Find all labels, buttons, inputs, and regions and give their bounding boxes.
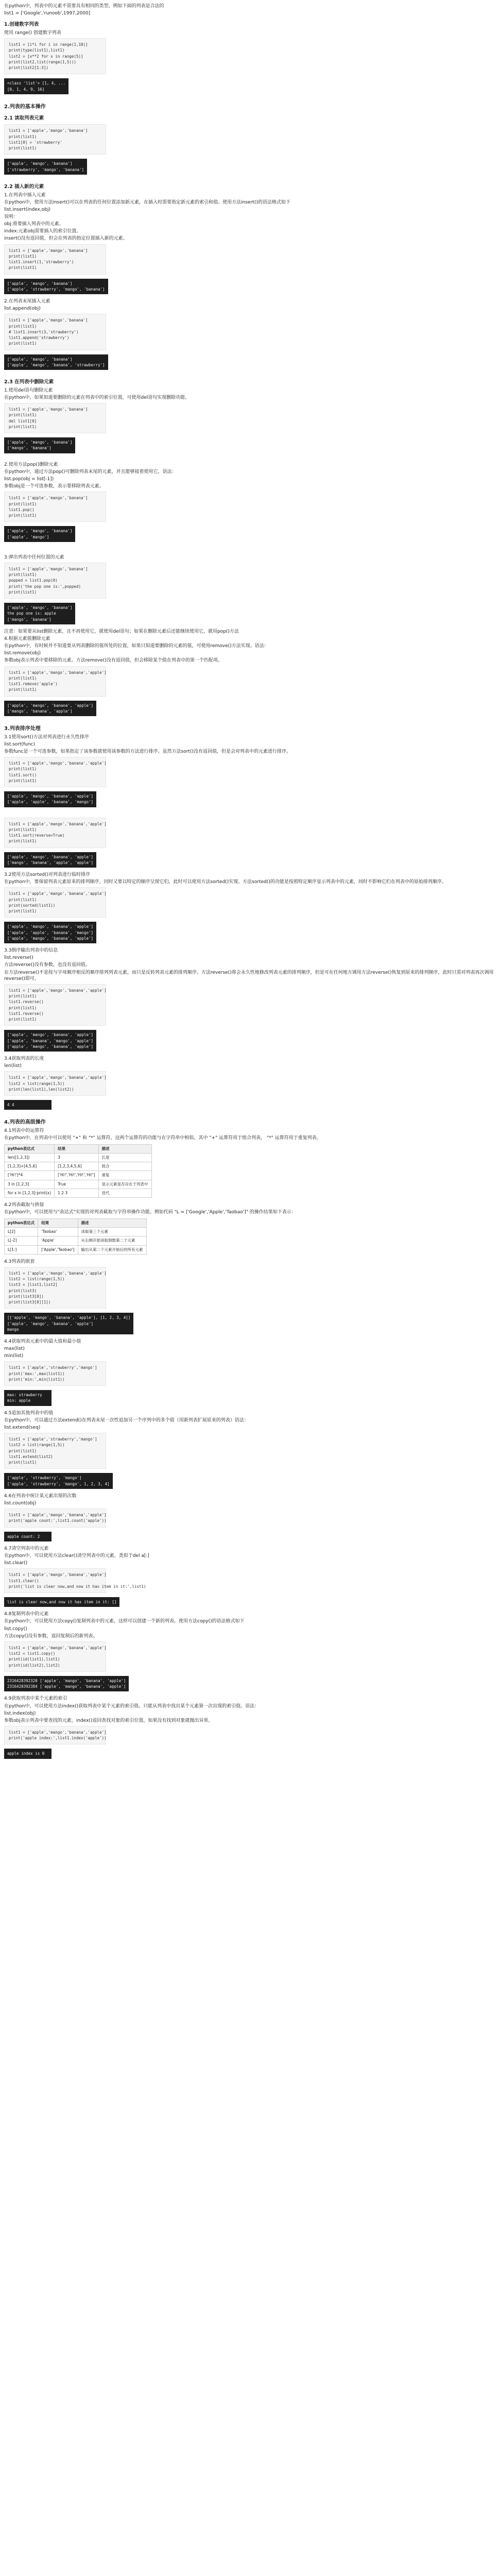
code-line: apple index is 0 [7, 1751, 45, 1756]
code-line: ['apple', 'mango', 'banana', 'apple'] [7, 1044, 94, 1049]
intro-line: 在python中，列表中的元素不需要具有相同的类型，例如下面的列表是合法的 [4, 4, 164, 9]
code-line: list1 = ['apple','mango','banana','apple'] [9, 821, 107, 826]
table-cell: 迭代 [98, 1189, 151, 1197]
code-line: list1 = ['apple','strawberry','mango'] [9, 1365, 97, 1370]
paragraph: list.reverse() [4, 955, 33, 961]
code-line: ['apple', 'strawberry', 'mango'] [7, 1476, 82, 1481]
paragraph: 4.9获取列表中某个元素的索引 [4, 1696, 67, 1702]
output-block [4, 1749, 51, 1758]
code-line: print('min:',min(list1)) [9, 1377, 65, 1382]
output-block [4, 701, 96, 717]
table-header-cell: 描述 [78, 1219, 146, 1228]
code-line: print(sorted(list1)) [9, 903, 56, 908]
table-cell: 重复 [98, 1171, 151, 1180]
code-line: print(list1) [9, 897, 37, 902]
table-cell: 输出从第二个元素开始后的所有元素 [78, 1245, 146, 1254]
code-line: ['apple', 'mango', 'banana', 'apple'] [7, 794, 94, 799]
code-line: # list1.insert(3,'strawberry') [9, 329, 79, 334]
paragraph: list.extend(seq) [4, 1425, 41, 1430]
code-line: list2 = list1.copy() [9, 1651, 56, 1656]
table-row [5, 1154, 152, 1162]
code-line: list1.sort(reverse=True) [9, 833, 65, 838]
table-row [5, 1189, 152, 1197]
paragraph: list.count(obj) [4, 1501, 37, 1506]
code-line: 2316428392384 ['apple', 'mango', 'banana', 'apple'] [7, 1684, 126, 1689]
code-block [4, 818, 106, 848]
code-block [4, 757, 106, 787]
code-line: print(list3) [9, 1288, 37, 1293]
table-cell: 3 [55, 1154, 98, 1162]
code-line: min: apple [7, 1398, 31, 1403]
table-cell: ['Hi!']*4 [5, 1171, 55, 1180]
code-line: <class 'list'> [1, 4, ... [7, 81, 65, 86]
code-line: list is clear now,and now it has item in it: [] [7, 1600, 117, 1605]
code-line: print(list2,list(range(1,5))) [9, 59, 76, 64]
paragraph: 方法copy()没有参数，返回复制后的新列表。 [4, 1633, 98, 1639]
code-line: print(list1) [9, 687, 37, 692]
paragraph: 在python中，可以使用方法clear()清空列表中的元素，类似于del a[:] [4, 1553, 149, 1559]
code-line: list1[0] = 'strawberry' [9, 140, 62, 145]
code-line: list3 = [list1,list2] [9, 1282, 58, 1287]
output-block [4, 603, 75, 624]
paragraph: len(list) [4, 1063, 22, 1069]
paragraph: list.append(obj) [4, 306, 41, 312]
table-row [5, 1236, 147, 1245]
code-line: list2 = list(range(1,5)) [9, 1443, 65, 1448]
table-header-cell: python表达式 [5, 1219, 38, 1228]
paragraph: 参数obj表示列表中要移除的元素。方法remove()没有返回值，但会移除某个值在列表中的第一个匹配项。 [4, 658, 222, 664]
table-cell: L[1:] [5, 1245, 38, 1254]
paragraph: insert()没有返回值，但会在列表的指定位置插入新的元素。 [4, 236, 128, 242]
output-block [4, 1100, 51, 1110]
paragraph: 参数obj表示列表中要查找的元素，index()返回查找对象的索引位置，如果没有找到对象就抛出异常。 [4, 1718, 213, 1723]
output-block [4, 1473, 113, 1489]
code-line: print(type(list1),list1) [9, 48, 65, 53]
paragraph: 4.3列表的嵌套 [4, 1259, 35, 1264]
code-line: list1 = ['apple','strawberry','mango'] [9, 1437, 97, 1442]
output-block [4, 354, 108, 370]
output-block [4, 1676, 129, 1692]
code-line: 2316428392320 ['apple', 'mango', 'banana', 'apple'] [7, 1678, 126, 1683]
paragraph: max(list) [4, 1346, 25, 1352]
paragraph: 1.使用del语句删除元素 [4, 387, 53, 393]
code-line: print(list2[1:3]) [9, 65, 48, 71]
paragraph: 在python中，有时候并不知道要从列表删除的值所处的位置，如果只知道要删除的元素的值，可使用remove()方法实现。语法： [4, 643, 269, 649]
table-header-row [5, 1145, 152, 1154]
paragraph: list.remove(obj) [4, 651, 41, 656]
code-block [4, 492, 106, 522]
output-block [4, 1597, 119, 1607]
code-block [4, 1361, 106, 1386]
paragraph: 说明： [4, 214, 19, 220]
code-line: list1 = [i*i for i in range(1,10)] [9, 42, 88, 47]
paragraph: 注意：如果要从list删除元素，且不再使用它，就使用del语句；如果在删除元素后还能继续使用它，就用pop()方法 [4, 629, 239, 634]
table-header-cell: 描述 [98, 1145, 151, 1154]
code-line: print(list3[0][1]) [9, 1300, 51, 1305]
code-line: ['apple', 'mango', 'banana'] [7, 161, 73, 166]
code-line: print(list1) [9, 839, 37, 844]
code-line: list2 = list(range(1,5)) [9, 1081, 65, 1086]
code-line: list1 = ['apple','mango','banana','apple'] [9, 988, 107, 993]
section-title: 4.列表的高级操作 [4, 1120, 46, 1126]
output-block [4, 1390, 51, 1406]
code-line: print(list1) [9, 1005, 37, 1010]
code-line: list1 = ['apple','mango','banana'] [9, 128, 88, 133]
code-line: print(list1) [9, 1460, 37, 1465]
code-line: print(list1) [9, 1448, 37, 1453]
table-cell: 'Apple' [38, 1236, 78, 1245]
table-cell: 3 in [1,2,3] [5, 1180, 55, 1189]
code-block [4, 1568, 146, 1593]
code-block [4, 887, 106, 918]
code-line: print('apple count:',list1.count('apple')) [9, 1518, 107, 1523]
operator-table [4, 1144, 152, 1198]
paragraph: 在python中，可以通过方法extend()在列表末尾一次性追加另一个序列中的多个值（用新列表扩展原来的列表）语法： [4, 1417, 249, 1423]
code-line: print('max:',max(list1)) [9, 1371, 65, 1376]
code-line: print(list1) [9, 324, 37, 329]
paragraph: 4.2列表截取与拼接 [4, 1202, 44, 1208]
code-line: print(list1) [9, 572, 37, 578]
paragraph: 2.在列表末尾插入元素 [4, 299, 50, 304]
table-header-cell: python表达式 [5, 1145, 55, 1154]
paragraph: obj:将要插入列表中的元素。 [4, 222, 64, 227]
table-row [5, 1171, 152, 1180]
code-line: list1 = ['apple','mango','banana','apple'] [9, 1075, 107, 1080]
code-line: print(list1) [9, 827, 37, 832]
table-row [5, 1228, 147, 1236]
table-cell: L[2] [5, 1228, 38, 1236]
code-line: print('the pop one is:',popped) [9, 584, 81, 589]
code-block [4, 1509, 106, 1528]
code-line: ['apple', 'mango', 'banana'] [7, 281, 73, 286]
code-line: ['apple', 'mango', 'banana', 'apple'] [7, 703, 94, 708]
code-line: list1 = ['apple','mango','banana','apple'] [9, 891, 107, 896]
output-block [4, 159, 87, 175]
code-line: ['apple', 'banana', 'mango', 'apple'] [7, 1038, 94, 1043]
paragraph: 在python中，使用方法insert()可以在列表的任何位置添加新元素，在插入时需要指定新元素的索引和值。使用方法insert()的语法格式如下 [4, 199, 290, 205]
paragraph: 3.1使用sort()方法对列表进行永久性排序 [4, 734, 89, 740]
subsection-title: 2.2 插入新的元素 [4, 183, 44, 190]
code-line: print(list1) [9, 675, 37, 681]
paragraph: 使用 range() 创建数字列表 [4, 30, 61, 36]
paragraph: list.sort(func) [4, 741, 36, 747]
code-line: ['apple', 'mango', 'banana'] [7, 605, 73, 611]
code-line: list1.sort() [9, 772, 37, 777]
code-line: ['apple', 'apple', 'banana', 'mango'] [7, 800, 94, 805]
code-block [4, 984, 106, 1026]
table-cell: ['Hi!','Hi!','Hi!','Hi!'] [55, 1171, 98, 1180]
code-line: ['apple', 'mango'] [7, 534, 49, 539]
paragraph: 方法reverse()没有参数，也没有返回值。 [4, 962, 90, 968]
output-block [4, 279, 108, 295]
slice-table [4, 1218, 147, 1255]
code-line: ['mango', 'banana'] [7, 446, 51, 451]
code-line: ['apple', 'mango', 'banana', 'apple'] [7, 1321, 94, 1326]
table-header-row [5, 1219, 147, 1228]
paragraph: list.pop(obj = list[-1]) [4, 477, 54, 482]
code-line: print(len(list1),len(list2)) [9, 1087, 74, 1092]
paragraph: 4.8复制列表中的元素 [4, 1612, 49, 1617]
code-block [4, 1433, 106, 1469]
paragraph: 在python中，要保留列表元素原来的排列顺序，同时又要以特定的顺序呈现它们，此时可以使用方法sorted()实现。方法sorted()的功能是按照特定顺序显示列表中的元素，同时不影响它们在列表中的原始排列顺序。 [4, 879, 446, 885]
code-line: ['apple', 'apple', 'banana', 'mango'] [7, 930, 94, 935]
code-line: print('list is clear now,and now it has item in it:',list1) [9, 1584, 146, 1589]
code-line: list1.clear() [9, 1578, 39, 1583]
code-line: print(list1) [9, 265, 37, 270]
table-row [5, 1180, 152, 1189]
paragraph: 4.7清空列表中的元素 [4, 1546, 49, 1551]
paragraph: 在python中，可以使用方法index()获取列表中某个元素的索引值。只能从列表中找出某个元素第一次出现的索引值。语法： [4, 1703, 260, 1709]
code-line: del list1[0] [9, 418, 37, 423]
code-line: list1 = ['apple','mango','banana','apple'] [9, 670, 107, 675]
table-cell: L[-2] [5, 1236, 38, 1245]
code-line: print(list1) [9, 589, 37, 595]
output-block [4, 1313, 133, 1334]
code-line: list1 = ['apple','mango','banana'] [9, 407, 88, 412]
code-block [4, 403, 106, 433]
code-block [4, 38, 106, 74]
table-cell: for x in [1,2,3]:print(x) [5, 1189, 55, 1197]
code-block [4, 1267, 106, 1309]
code-line: ['apple', 'mango', 'banana', 'apple'] [7, 1032, 94, 1038]
code-line: list1 = ['apple','mango','banana'] [9, 248, 88, 253]
code-line: the pop one is: apple [7, 611, 56, 616]
paragraph: 4.6在列表中统计某元素出现的次数 [4, 1493, 77, 1499]
code-line: ['apple', 'mango', 'banana', 'apple'] [7, 936, 94, 941]
code-line: list2 = [x**2 for x in range(5)] [9, 54, 83, 59]
output-block [4, 1030, 96, 1052]
table-cell: 长度 [98, 1154, 151, 1162]
code-line: list1.insert(1,'strawberry') [9, 260, 74, 265]
table-header-cell: 结果 [55, 1145, 98, 1154]
code-line: ['mango', 'banana', 'apple'] [7, 708, 73, 714]
code-line: list1.remove('apple') [9, 682, 58, 687]
paragraph: 在python中，可以使用与"表达式"实现的对列表截取与字符串操作功能。例如代码 "L = ['Google','Apple','Taobao']" 的操作结果如下表示： [4, 1209, 296, 1215]
code-line: print(list1) [9, 778, 37, 783]
code-line: list1 = ['apple','mango','banana'] [9, 318, 88, 323]
code-line: print('apple index:',list1.index('apple')) [9, 1736, 107, 1741]
paragraph: 4.4获取列表元素中的最大值和最小值 [4, 1339, 81, 1345]
table-cell: 显示元素是否存在于列表中 [98, 1180, 151, 1189]
code-line: print(list1) [9, 501, 37, 506]
code-block [4, 124, 106, 155]
code-block [4, 563, 106, 599]
code-line: list1 = ['apple','mango','banana'] [9, 566, 88, 571]
paragraph: 在python中，如果知道要删除的元素在列表中的索引位置，可使用del语句实现删除功能。 [4, 395, 190, 401]
code-block [4, 1071, 106, 1096]
code-line: print(list1) [9, 513, 37, 518]
output-block [4, 791, 96, 807]
paragraph: 参数obj是一个可选参数，表示要移除列表元素。 [4, 484, 104, 489]
output-block [4, 922, 96, 943]
code-line: list2 = list(range(1,5)) [9, 1277, 65, 1282]
paragraph: 在python中，通过方法pop()可删除列表末尾的元素，并且能够接着使用它，语法： [4, 469, 177, 474]
table-cell: 读取第三个元素 [78, 1228, 146, 1236]
code-line: list1 = ['apple','mango','banana','apple'] [9, 1645, 107, 1650]
code-line: ['mango', 'banana'] [7, 617, 51, 622]
paragraph: 3.3倒序输出列表中的信息 [4, 948, 58, 954]
code-line: ['apple', 'strawberry', 'mango', 'banana'] [7, 286, 105, 292]
code-line: list1.extend(list2) [9, 1454, 53, 1459]
output-block [4, 526, 75, 542]
code-line: print(list3[0]) [9, 1294, 44, 1299]
code-line: print(list1) [9, 146, 37, 151]
table-cell: len([1,2,3]) [5, 1154, 55, 1162]
table-row [5, 1245, 147, 1254]
code-line: mango [7, 1327, 19, 1332]
table-cell: True [55, 1180, 98, 1189]
code-line: list1.pop() [9, 507, 35, 512]
code-line: print(id(list1),list1) [9, 1657, 60, 1662]
table-cell: 组合 [98, 1162, 151, 1171]
paragraph: 4.1列表中的运算符 [4, 1128, 44, 1133]
table-cell: 'Taobao' [38, 1228, 78, 1236]
code-line: print(list1) [9, 424, 37, 429]
table-header-cell: 结果 [38, 1219, 78, 1228]
code-line: ['apple', 'mango', 'banana'] [7, 440, 73, 445]
subsection-title: 2.1 读取列表元素 [4, 115, 44, 122]
paragraph: list.index(obj) [4, 1710, 36, 1716]
table-cell: ['Apple','Taobao'] [38, 1245, 78, 1254]
code-line: print(list1) [9, 253, 37, 259]
code-line: popped = list1.pop(0) [9, 578, 58, 583]
code-line: list1 = ['apple','mango','banana'] [9, 496, 88, 501]
paragraph: 在python中，可以使用方法copy()复制列表中的元素，这样可以创建一个新的列表。使用方法copy()的语法格式如下 [4, 1619, 245, 1624]
code-line: print(id(list2),list2) [9, 1663, 60, 1668]
code-line: list1 = ['apple','mango','banana','apple'] [9, 1513, 107, 1518]
code-line: print(list1) [9, 994, 37, 999]
code-line: print(list1) [9, 413, 37, 418]
code-line: ['apple', 'mango', 'banana'] [7, 357, 73, 362]
table-row [5, 1162, 152, 1171]
paragraph: index:元素obj需要插入的索引位置。 [4, 229, 81, 234]
code-line: print(list1) [9, 134, 37, 139]
code-line: max: strawberry [7, 1393, 42, 1398]
output-block [4, 852, 96, 868]
code-line: 4 4 [7, 1103, 14, 1108]
paragraph: 4.根据元素值删除元素 [4, 636, 50, 642]
output-block [4, 1532, 51, 1541]
paragraph: 2.使用方法pop()删除元素 [4, 462, 58, 467]
code-line: list1 = ['apple','mango','banana','apple'] [9, 1572, 107, 1578]
code-line: [['apple', 'mango', 'banana', 'apple'], [1, 2, 3, 4]] [7, 1315, 131, 1320]
code-line: list1.reverse() [9, 1011, 44, 1016]
paragraph: 4.5追加其他列表中的值 [4, 1410, 54, 1416]
code-line: list1.append('strawberry') [9, 335, 70, 341]
paragraph: 1.在列表中插入元素 [4, 192, 46, 198]
code-line: ['apple', 'mango', 'banana', 'apple'] [7, 854, 94, 859]
code-line: print(list1) [9, 909, 37, 914]
code-line: list1 = ['apple','mango','banana','apple'] [9, 761, 107, 766]
section-title: 3.列表排序处理 [4, 726, 41, 732]
code-line: ['apple', 'mango', 'banana', 'strawberry'] [7, 362, 105, 367]
code-line: ['apple', 'strawberry', 'mango', 1, 2, 3, 4] [7, 1481, 110, 1486]
output-block [4, 78, 68, 94]
output-block [4, 437, 75, 453]
subsection-title: 2.3 在列表中删除元素 [4, 379, 54, 385]
code-line: print(list1) [9, 767, 37, 772]
paragraph: 在方法reverse()不是按与字母顺序相反的顺序排列列表元素，而只是反转列表元素的排列顺序。方法reverse()将会永久性地修改列表元素的排列顺序，但是可在任何地方调用方法reverse()恢复到原来的排列顺序，此时只需对列表再次调用reverse()即可。 [4, 970, 494, 981]
code-block [4, 1641, 106, 1672]
paragraph: 3.4获取列表的长度 [4, 1056, 44, 1062]
code-line: list1 = ['apple','mango','banana','apple'] [9, 1730, 107, 1735]
code-line: apple count: 2 [7, 1534, 40, 1539]
code-line: ['mango', 'banana', 'apple', 'apple'] [7, 860, 94, 865]
code-line: ['strawberry', 'mango', 'banana'] [7, 167, 84, 172]
paragraph: 参数func是一个可选参数，如果指定了该参数就使用该参数的方法进行排序。虽然方法sort()没有返回值，但是会对列表中的元素进行排序。 [4, 749, 291, 754]
paragraph: list.insert(index,obj) [4, 207, 50, 212]
code-line: ['apple', 'mango', 'banana'] [7, 529, 73, 534]
paragraph: 3.弹出列表中任何位置的元素 [4, 554, 64, 560]
code-line: list1.reverse() [9, 999, 44, 1005]
code-line: print(list1) [9, 1017, 37, 1022]
code-line: print(list1) [9, 341, 37, 346]
section-title: 1.创建数字列表 [4, 22, 39, 28]
table-cell: 从右侧开始读取倒数第二个元素 [78, 1236, 146, 1245]
code-line: list1 = ['apple','mango','banana','apple'] [9, 1270, 107, 1276]
table-cell: 1 2 3 [55, 1189, 98, 1197]
intro-code: list1 = ['Google','runoob',1997,2000] [4, 11, 91, 16]
paragraph: 在python中，在列表中可以使用 "+" 和 "*" 运算符，这两个运算符的功能与在字符串中相似，其中 "+" 运算符用于组合列表， "*" 运算符用于重复列表。 [4, 1135, 321, 1141]
paragraph: 3.2使用方法sorted()对列表进行临时排序 [4, 872, 91, 878]
paragraph: min(list) [4, 1353, 24, 1359]
paragraph: list.clear() [4, 1561, 28, 1566]
code-line: ['apple', 'mango', 'banana', 'apple'] [7, 924, 94, 929]
code-block [4, 244, 106, 275]
section-title: 2.列表的基本操作 [4, 104, 46, 110]
code-block [4, 666, 106, 697]
table-cell: [1,2,3,4,5,6] [55, 1162, 98, 1171]
code-line: [0, 1, 4, 9, 16] [7, 87, 45, 92]
table-cell: [1,2,3]+[4,5,6] [5, 1162, 55, 1171]
code-block [4, 1726, 106, 1745]
code-block [4, 314, 106, 350]
paragraph: list.copy() [4, 1626, 27, 1632]
